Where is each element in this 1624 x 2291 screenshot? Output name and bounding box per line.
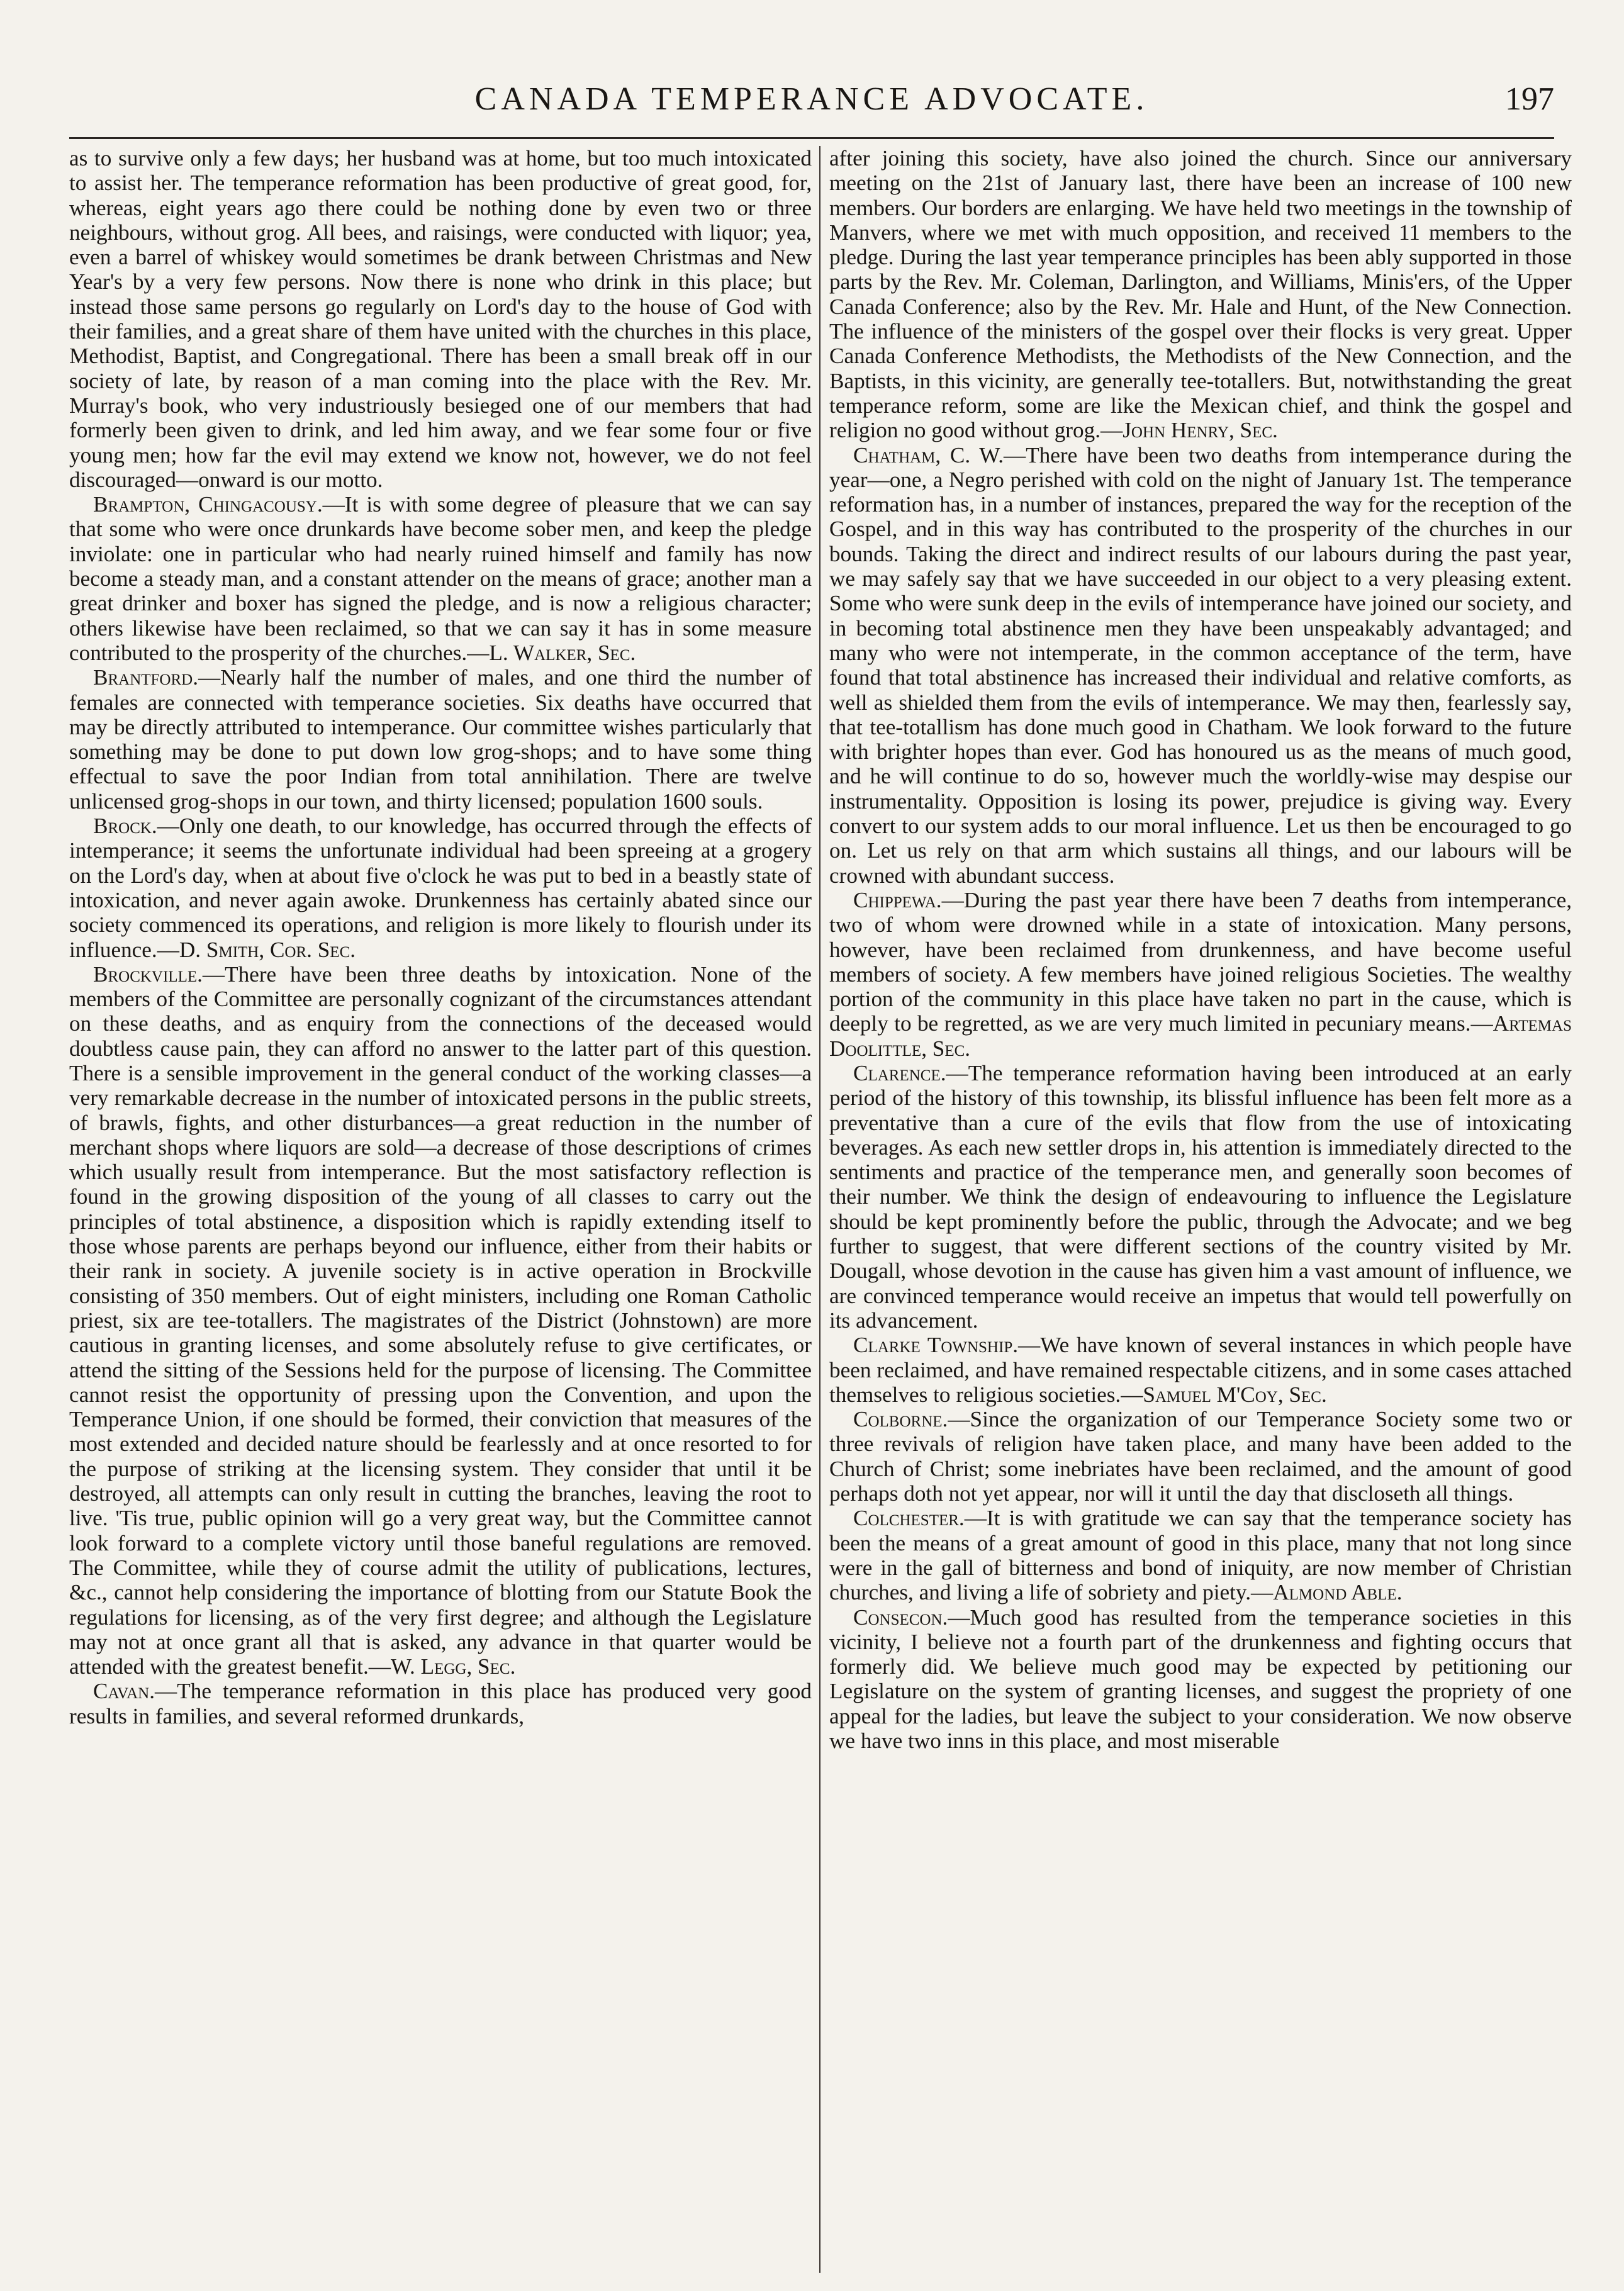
report-brampton: Brampton, Chingacousy.—It is with some degree of pleasure that we can say that some who were once drunkards have become sober men, and keep the pledge inviolate: one in particular who had nearly ruined himself and family has now become a steady man, and a constant attender on the means of grace; another man a great drinker and boxer has signed the pledge, and is now a religious character; others likewise have been reclaimed, so that we can say it has in some measure contributed to the prosperity of the churches.—L. Walker, Sec. [69, 492, 812, 665]
report-signature: L. Walker, Sec. [489, 640, 636, 665]
report-signature: D. Smith, Cor. Sec. [179, 937, 356, 962]
report-place: Chippewa. [853, 887, 942, 912]
report-signature: John Henry, Sec. [1123, 418, 1278, 443]
report-body: It is with some degree of pleasure that we can say that some who were once drunkards have become sober men, and keep the pledge inviolate: one in particular who had nearly ruined himself and family has now become a steady man, and a constant attender on the means of grace; another man a great drinker and boxer has signed the pledge, and is now a religious character; others likewise have been reclaimed, so that we can say it has in some measure contributed to the prosperity of the churches. [69, 492, 812, 665]
report-brock: Brock.—Only one death, to our knowledge, has occurred through the effects of intemperance; it seems the unfortunate individual had been spreeing at a grogery on the Lord's day, when at about five o'clock he was put to bed in a beastly state of intoxication, and never again awoke. Drunkenness has certainly abated since our society commenced its operations, and religion is more likely to flourish under its influence.—D. Smith, Cor. Sec. [69, 814, 812, 962]
report-place: Consecon. [853, 1605, 948, 1630]
report-body: It is with gratitude we can say that the temperance society has been the means of a great amount of good in this place, many that not long since were in the gall of bitterness and bond of iniquity, are now member of Christian churches, and living a life of sobriety and piety. [829, 1506, 1572, 1605]
page-number: 197 [1505, 81, 1554, 117]
column-divider [819, 146, 820, 2273]
continuation-paragraph [69, 146, 812, 492]
report-body: There have been three deaths by intoxication. None of the members of the Committee are personally cognizant of the circumstances attendant on these deaths, and as enquiry from the connections of the deceased would doubtless cause pain, they can afford no answer to the latter part of this question. There is a sensible improvement in the general conduct of the working classes—a very remarkable decrease in the number of intoxicated persons in the public streets, of brawls, fights, and other disturbances—a great reduction in the number of merchant shops where liquors are sold—a decrease of those descriptions of crimes which usually result from intemperance. But the most satisfactory reflection is found in the growing disposition of the young of all classes to carry out the principles of total abstinence, a disposition which is rapidly extending itself to those whose parents are perhaps beyond our influence, either from their habits or their rank in society. A juvenile society is in active operation in Brockville consisting of 350 members. Out of eight ministers, including one Roman Catholic priest, six are tee-totallers. The magistrates of the District (Johnstown) are more cautious in granting licenses, and some absolutely refuse to give certificates, or attend the sitting of the Sessions held for the purpose of licensing. The Committee cannot resist the opportunity of pressing upon the Convention, and upon the Temperance Union, if one should be formed, their conviction that measures of the most extended and decided nature should be fearlessly and at once resorted to for the purpose of striking at the licensing system. They consider that until it be destroyed, all attempts can only result in cutting the branches, leaving the root to live. 'Tis true, public opinion will go a very great way, but the Committee cannot look forward to a complete victory until those baneful regulations are removed. The Committee, while they of course admit the utility of publications, lectures, &c., cannot help considering the importance of blotting from our Statute Book the regulations for licensing, as of the very first degree; and although the Legislature may not at once grant all that is asked, any advance in that quarter would be attended with the greatest benefit. [69, 961, 812, 1679]
report-place: Clarence. [853, 1060, 946, 1085]
report-place: Clarke Township. [853, 1333, 1019, 1358]
report-place: Brantford. [93, 665, 199, 690]
report-cavan: Cavan.—The temperance reformation in this place has produced very good results in families, and several reformed drunkards, [69, 1679, 812, 1728]
report-body: Much good has resulted from the temperance societies in this vicinity, I believe not a fourth part of the drunkenness and fighting occurs that formerly did. We believe much good may be expected by petitioning our Legislature on the system of granting licenses, and suggest the propriety of one appeal for the ladies, but leave the subject to your consideration. We now observe we have two inns in this place, and most miserable [829, 1605, 1572, 1753]
report-chatham: Chatham, C. W.—There have been two deaths from intemperance during the year—one, a Negro perished with cold on the night of January 1st. The temperance reformation has, in a number of instances, prepared the way for the reception of the Gospel, and in this way has contributed to the prosperity of the churches in our bounds. Taking the direct and indirect results of our labours during the past year, we may safely say that we have succeeded in our object to a very pleasing extent. Some who were sunk deep in the evils of intemperance have joined our society, and in becoming total abstinence men they have been unspeakably advantaged; and many who were not intemperate, in the common acceptance of the term, have found that total abstinence has increased their individual and relative comforts, as well as shielded them from the evils of intemperance. We may then, fearlessly say, that tee-totallism has done much good in Chatham. We look forward to the future with brighter hopes than ever. God has honoured us as the means of much good, and he will continue to do so, however much the worldly-wise may despise our instrumentality. Opposition is losing its power, prejudice is giving way. Every convert to our system adds to our moral influence. Let us then be encouraged to go on. Let us rely on that arm which sustains all things, and our labours will be crowned with abundant success. [829, 442, 1572, 888]
report-signature: Artemas Doolittle, Sec. [829, 1011, 1572, 1061]
page-header [69, 81, 1554, 131]
running-title: CANADA TEMPERANCE ADVOCATE. [474, 81, 1149, 117]
report-colborne: Colborne.—Since the organization of our Temperance Society some two or three revivals of religion have taken place, and many have been added to the Church of Christ; some inebriates have been reclaimed, and the amount of good perhaps doth not yet appear, nor will it until the day that discloseth all things. [829, 1407, 1572, 1506]
report-body: There have been two deaths from intemperance during the year—one, a Negro perished with cold on the night of January 1st. The temperance reformation has, in a number of instances, prepared the way for the reception of the Gospel, and in this way has contributed to the prosperity of the churches in our bounds. Taking the direct and indirect results of our labours during the past year, we may safely say that we have succeeded in our object to a very pleasing extent. Some who were sunk deep in the evils of intemperance have joined our society, and in becoming total abstinence men they have been unspeakably advantaged; and many who were not intemperate, in the common acceptance of the term, have found that total abstinence has increased their individual and relative comforts, as well as shielded them from the evils of intemperance. We may then, fearlessly say, that tee-totallism has done much good in Chatham. We look forward to the future with brighter hopes than ever. God has honoured us as the means of much good, and he will continue to do so, however much the worldly-wise may despise our instrumentality. Opposition is losing its power, prejudice is giving way. Every convert to our system adds to our moral influence. Let us then be encouraged to go on. Let us rely on that arm which sustains all things, and our labours will be crowned with abundant success. [829, 442, 1572, 888]
header-rule [69, 137, 1554, 139]
report-colchester: Colchester.—It is with gratitude we can say that the temperance society has been the means of a great amount of good in this place, many that not long since were in the gall of bitterness and bond of iniquity, are now member of Christian churches, and living a life of sobriety and piety.—Almond Able. [829, 1506, 1572, 1605]
report-place: Brampton, Chingacousy. [93, 492, 323, 517]
report-place: Colborne. [853, 1407, 948, 1432]
report-clarke-township: Clarke Township.—We have known of several instances in which people have been reclaimed, and have remained respectable citizens, and in some cases attached themselves to religious societies.—Samuel M'Coy, Sec. [829, 1333, 1572, 1407]
report-signature: Almond Able. [1273, 1580, 1403, 1605]
report-body: The temperance reformation having been introduced at an early period of the history of this township, its blissful influence has been felt more as a preventative than a cure of the evils that flow from the use of intoxicating beverages. As each new settler drops in, his attention is immediately directed to the sentiments and practice of the temperance men, and generally soon becomes of their number. We think the design of endeavouring to influence the Legislature should be kept prominently before the public, through the Advocate; and we beg further to suggest, that were different sections of the country visited by Mr. Dougall, whose devotion in the cause has given him a vast amount of influence, we are convinced temperance would receive an impetus that would tell powerfully on its advancement. [829, 1060, 1572, 1333]
report-place: Brock. [93, 814, 157, 839]
right-column [829, 146, 1572, 2279]
continuation-text: after joining this society, have also joined the church. Since our anniversary meeting on the 21st of January last, there have been an increase of 100 new members. Our borders are enlarging. We have held two meetings in the township of Manvers, where we met with much opposition, and received 11 members to the pledge. During the last year temperance principles has been ably supported in those parts by the Rev. Mr. Coleman, Darlington, and Williams, Minis'ers, of the Upper Canada Conference; also by the Rev. Mr. Hale and Hunt, of the New Connection. The influence of the ministers of the gospel over their flocks is very great. Upper Canada Conference Methodists, the Methodists of the New Connection, and the Baptists, in this vicinity, are generally tee-totallers. But, notwithstanding the great temperance reform, some are like the Mexican chief, and think the gospel and religion no good without grog. [829, 146, 1572, 443]
report-body: Only one death, to our knowledge, has occurred through the effects of intemperance; it seems the unfortunate individual had been spreeing at a grogery on the Lord's day, when at about five o'clock he was put to bed in a beastly state of intoxication, and never again awoke. Drunkenness has certainly abated since our society commenced its operations, and religion is more likely to flourish under its influence. [69, 814, 812, 962]
report-body: During the past year there have been 7 deaths from intemperance, two of whom were drowned while in a state of intoxication. Many persons, however, have been reclaimed from drunkenness, and have become useful members of society. A few members have joined religious Societies. The wealthy portion of the community in this place have taken no part in the cause, which is deeply to be regretted, as we are very much limited in pecuniary means. [829, 887, 1572, 1036]
report-place: Cavan. [93, 1679, 155, 1704]
continuation-paragraph: after joining this society, have also joined the church. Since our anniversary meeting on the 21st of January last, there have been an increase of 100 new members. Our borders are enlarging. We have held two meetings in the township of Manvers, where we met with much opposition, and received 11 members to the pledge. During the last year temperance principles has been ably supported in those parts by the Rev. Mr. Coleman, Darlington, and Williams, Minis'ers, of the Upper Canada Conference; also by the Rev. Mr. Hale and Hunt, of the New Connection. The influence of the ministers of the gospel over their flocks is very great. Upper Canada Conference Methodists, the Methodists of the New Connection, and the Baptists, in this vicinity, are generally tee-totallers. But, notwithstanding the great temperance reform, some are like the Mexican chief, and think the gospel and religion no good without grog.—John Henry, Sec. [829, 146, 1572, 443]
report-signature: W. Legg, Sec. [391, 1654, 516, 1679]
report-body: Nearly half the number of males, and one third the number of females are connected with temperance societies. Six deaths have occurred that may be directly attributed to intemperance. Our committee wishes particularly that something may be done to put down low grog-shops; and to have some thing effectual to save the poor Indian from total annihilation. There are twelve unlicensed grog-shops in our town, and thirty licensed; population 1600 souls. [69, 665, 812, 814]
report-body: We have known of several instances in which people have been reclaimed, and have remained respectable citizens, and in some cases attached themselves to religious societies. [829, 1333, 1572, 1407]
report-signature: Samuel M'Coy, Sec. [1143, 1382, 1327, 1407]
report-place: Brockville. [93, 961, 203, 987]
report-brantford: Brantford.—Nearly half the number of males, and one third the number of females are connected with temperance societies. Six deaths have occurred that may be directly attributed to intemperance. Our committee wishes particularly that something may be done to put down low grog-shops; and to have some thing effectual to save the poor Indian from total annihilation. There are twelve unlicensed grog-shops in our town, and thirty licensed; population 1600 souls. [69, 665, 812, 814]
report-brockville: Brockville.—There have been three deaths by intoxication. None of the members of the Committee are personally cognizant of the circumstances attendant on these deaths, and as enquiry from the connections of the deceased would doubtless cause pain, they can afford no answer to the latter part of this question. There is a sensible improvement in the general conduct of the working classes—a very remarkable decrease in the number of intoxicated persons in the public streets, of brawls, fights, and other disturbances—a great reduction in the number of merchant shops where liquors are sold—a decrease of those descriptions of crimes which usually result from intemperance. But the most satisfactory reflection is found in the growing disposition of the young of all classes to carry out the principles of total abstinence, a disposition which is rapidly extending itself to those whose parents are perhaps beyond our influence, either from their habits or their rank in society. A juvenile society is in active operation in Brockville consisting of 350 members. Out of eight ministers, including one Roman Catholic priest, six are tee-totallers. The magistrates of the District (Johnstown) are more cautious in granting licenses, and some absolutely refuse to give certificates, or attend the sitting of the Sessions held for the purpose of licensing. The Committee cannot resist the opportunity of pressing upon the Convention, and upon the Temperance Union, if one should be formed, their conviction that measures of the most extended and decided nature should be fearlessly and at once resorted to for the purpose of striking at the licensing system. They consider that until it be destroyed, all attempts can only result in cutting the branches, leaving the root to live. 'Tis true, public opinion will go a very great way, but the Committee cannot look forward to a complete victory until those baneful regulations are removed. The Committee, while they of course admit the utility of publications, lectures, &c., cannot help considering the importance of blotting from our Statute Book the regulations for licensing, as of the very first degree; and although the Legislature may not at once grant all that is asked, any advance in that quarter would be attended with the greatest benefit.—W. Legg, Sec. [69, 961, 812, 1679]
left-column [69, 146, 812, 2279]
report-clarence: Clarence.—The temperance reformation having been introduced at an early period of the history of this township, its blissful influence has been felt more as a preventative than a cure of the evils that flow from the use of intoxicating beverages. As each new settler drops in, his attention is immediately directed to the sentiments and practice of the temperance men, and generally soon becomes of their number. We think the design of endeavouring to influence the Legislature should be kept prominently before the public, through the Advocate; and we beg further to suggest, that were different sections of the country visited by Mr. Dougall, whose devotion in the cause has given him a vast amount of influence, we are convinced temperance would receive an impetus that would tell powerfully on its advancement. [829, 1060, 1572, 1333]
report-place: Chatham, C. W. [853, 442, 1004, 468]
report-body: Since the organization of our Temperance Society some two or three revivals of religion have taken place, and many have been added to the Church of Christ; some inebriates have been reclaimed, and the amount of good perhaps doth not yet appear, nor will it until the day that discloseth all things. [829, 1407, 1572, 1506]
report-body: The temperance reformation in this place has produced very good results in families, and several reformed drunkards, [69, 1679, 812, 1728]
report-consecon: Consecon.—Much good has resulted from the temperance societies in this vicinity, I believe not a fourth part of the drunkenness and fighting occurs that formerly did. We believe much good may be expected by petitioning our Legislature on the system of granting licenses, and suggest the propriety of one appeal for the ladies, but leave the subject to your consideration. We now observe we have two inns in this place, and most miserable [829, 1605, 1572, 1753]
continuation-text: as to survive only a few days; her husband was at home, but too much intoxicated to assist her. The temperance reformation has been productive of great good, for, whereas, eight years ago there could be nothing done by even two or three neighbours, without grog. All bees, and raisings, were conducted with liquor; yea, even a barrel of whiskey would sometimes be drank between Christmas and New Year's by a very few persons. Now there is none who drink in this place; but instead those same persons go regularly on Lord's day to the house of God with their families, and a great share of them have united with the churches in this place, Methodist, Baptist, and Congregational. There has been a small break off in our society of late, by reason of a man coming into the place with the Rev. Mr. Murray's book, who very industriously besieged one of our members that had formerly been given to drink, and led him away, and we fear some four or five young men; how far the evil may extend we know not, however, we do not feel discouraged—onward is our motto. [69, 146, 812, 492]
report-chippewa: Chippewa.—During the past year there have been 7 deaths from intemperance, two of whom were drowned while in a state of intoxication. Many persons, however, have been reclaimed from drunkenness, and have become useful members of society. A few members have joined religious Societies. The wealthy portion of the community in this place have taken no part in the cause, which is deeply to be regretted, as we are very much limited in pecuniary means.—Artemas Doolittle, Sec. [829, 887, 1572, 1061]
report-place: Colchester. [853, 1506, 965, 1531]
